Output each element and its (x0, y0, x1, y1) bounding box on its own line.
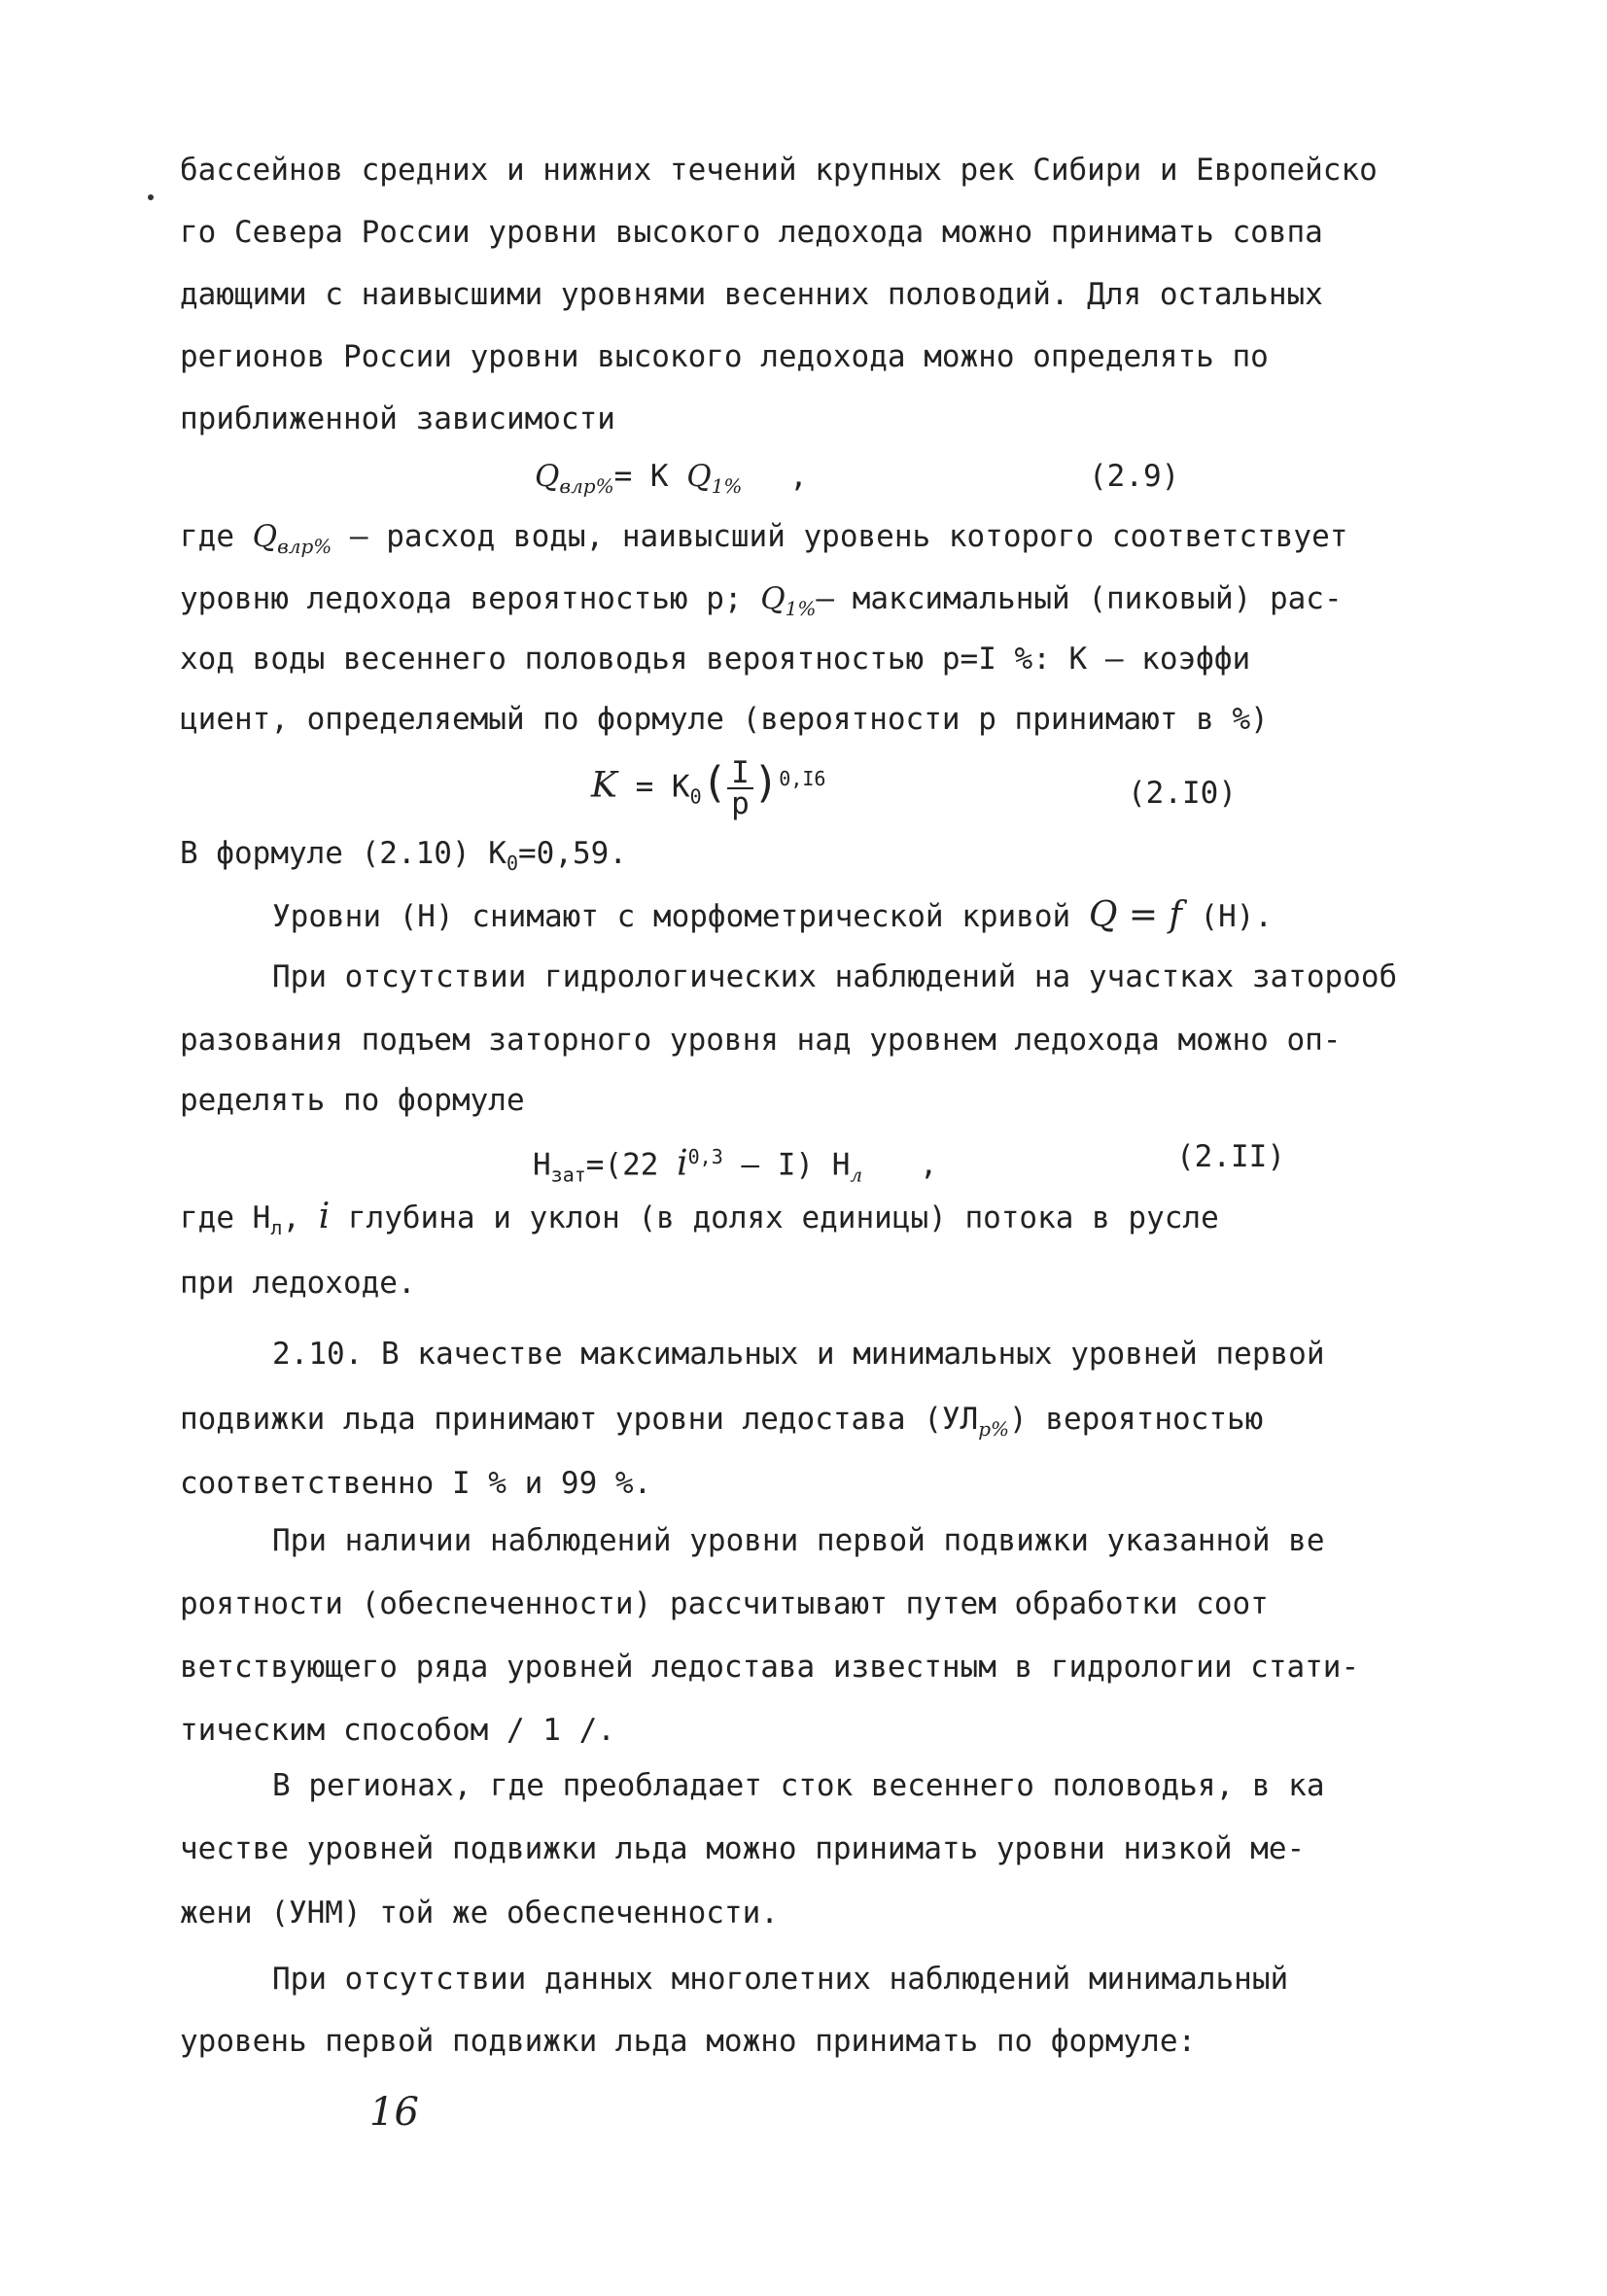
text-line-4: регионов России уровни высокого ледохода можно определять по (180, 339, 1269, 374)
where1-post: – расход воды, наивысший уровень которого соответствует (332, 519, 1348, 554)
eq211-h: Н (533, 1147, 551, 1183)
sec210-pre: подвижки льда принимают уровни ледостава (УЛ (180, 1402, 979, 1437)
eq211-mid: =(22 (585, 1147, 678, 1183)
eq211-h-sub: зат (550, 1163, 586, 1187)
regions-line-3: жени (УНМ) той же обеспеченности. (180, 1896, 779, 1931)
page-number: 16 (369, 2090, 419, 2135)
eq211-exp: 0,3 (687, 1145, 723, 1168)
eq29-lhs: Q (535, 459, 560, 494)
obs-line-3: ветствующего ряда уровней ледостава известным в гидрологии стати- (180, 1650, 1360, 1685)
eq211-tail-sub: л (850, 1163, 863, 1187)
equation-2-9 (535, 457, 808, 505)
eq29-mid: = K (613, 459, 687, 494)
equation-2-11 (533, 1137, 938, 1195)
eq210-frac-den: p (731, 786, 750, 821)
regions-line-2: честве уровней подвижки льда можно принимать уровни низкой ме- (180, 1831, 1306, 1866)
where2-line-2: при ледоходе. (180, 1266, 416, 1301)
obs-line-1: При наличии наблюдений уровни первой подвижки указанной ве (272, 1523, 1325, 1558)
equation-2-11-number: (2.II) (1176, 1139, 1285, 1174)
eq210-frac-num: I (727, 758, 753, 789)
text-line-1: бассейнов средних и нижних течений крупных рек Сибири и Европейско (180, 153, 1378, 188)
last-line-1: При отсутствии данных многолетних наблюдений минимальный (272, 1962, 1289, 1997)
eq210-k-sub: 0 (689, 784, 702, 809)
eq211-comma: , (919, 1147, 938, 1183)
eq211-i: i (677, 1143, 688, 1184)
where-line-4: циент, определяемый по формуле (вероятности р принимают в %) (180, 702, 1269, 737)
zator-line-2: разования подъем заторного уровня над уровнем ледохода можно оп- (180, 1023, 1342, 1058)
k0-line (180, 834, 627, 883)
eq210-exponent: 0,I6 (779, 767, 826, 791)
text-line-5: приближенной зависимости (180, 401, 615, 436)
levels-pre: Уровни (Н) снимают с морфометрической кривой (272, 899, 1089, 934)
where1-sym2-sub: 1% (785, 597, 817, 621)
eq210-fraction (727, 755, 753, 821)
where2-i: i (318, 1197, 331, 1236)
where2-h: где Н (180, 1200, 271, 1235)
section-2-10-line-3: соответственно I % и 99 %. (180, 1466, 652, 1501)
eq211-tail: – I) Н (722, 1147, 851, 1183)
section-2-10-line-1: 2.10. В качестве максимальных и минимальных уровней первой (272, 1337, 1325, 1372)
k0-sub: 0 (506, 852, 518, 876)
where2-line-1 (180, 1198, 1219, 1247)
text-line-3: дающими с наивысшими уровнями весенних половодий. Для остальных (180, 277, 1323, 312)
equation-2-10-number: (2.I0) (1128, 776, 1237, 811)
where2-h-sub: л (270, 1216, 283, 1240)
sec210-post: ) вероятностью (1009, 1402, 1264, 1437)
zator-line-3: ределять по формуле (180, 1083, 525, 1118)
levels-formula: Q = f (1088, 895, 1182, 935)
eq29-rhs: Q (686, 459, 712, 494)
eq210-eq: = K (616, 769, 690, 805)
regions-line-1: В регионах, где преобладает сток весеннего половодья, в ка (272, 1768, 1325, 1803)
where2-post: – максимальный (пиковый) рас- (816, 581, 1343, 616)
where-line-2 (180, 579, 1343, 628)
margin-dot (148, 194, 154, 200)
text-line-2: го Севера России уровни высокого ледохода можно принимать совпа (180, 215, 1323, 250)
where1-pre: где (180, 519, 253, 554)
obs-line-2: роятности (обеспеченности) рассчитывают путем обработки соот (180, 1586, 1269, 1621)
eq29-lhs-sub: влр% (559, 474, 614, 499)
where1-sym1: Q (252, 519, 278, 554)
where1-sym1-sub: влр% (277, 535, 332, 559)
equation-2-9-number: (2.9) (1089, 459, 1180, 494)
where1-sym2: Q (760, 581, 786, 616)
eq210-lhs: K (591, 765, 617, 806)
eq29-rhs-sub: 1% (711, 474, 743, 499)
k0-post: =0,59. (518, 836, 627, 871)
levels-post: (Н). (1181, 899, 1274, 934)
where2-post: глубина и уклон (в долях единицы) потока в русле (330, 1200, 1219, 1235)
sec210-sub: р% (978, 1417, 1010, 1442)
equation-2-10: $K = K_0$( $\frac{I}{p}$ )$^{0,I6}$ (591, 755, 826, 821)
zator-line-1: При отсутствии гидрологических наблюдений на участках заторооб (272, 959, 1398, 994)
section-2-10-line-2 (180, 1400, 1263, 1448)
where-line-3: ход воды весеннего половодья вероятностью р=I %: К – коэффи (180, 642, 1251, 677)
obs-line-4: тическим способом / 1 /. (180, 1713, 615, 1748)
k0-pre: В формуле (2.10) К (180, 836, 507, 871)
last-line-2: уровень первой подвижки льда можно принимать по формуле: (180, 2024, 1197, 2059)
eq29-comma: , (789, 459, 808, 494)
where2-mid: , (282, 1200, 319, 1235)
levels-line (272, 896, 1273, 936)
where2-pre: уровню ледохода вероятностью р; (180, 581, 761, 616)
where-line-1 (180, 517, 1347, 566)
